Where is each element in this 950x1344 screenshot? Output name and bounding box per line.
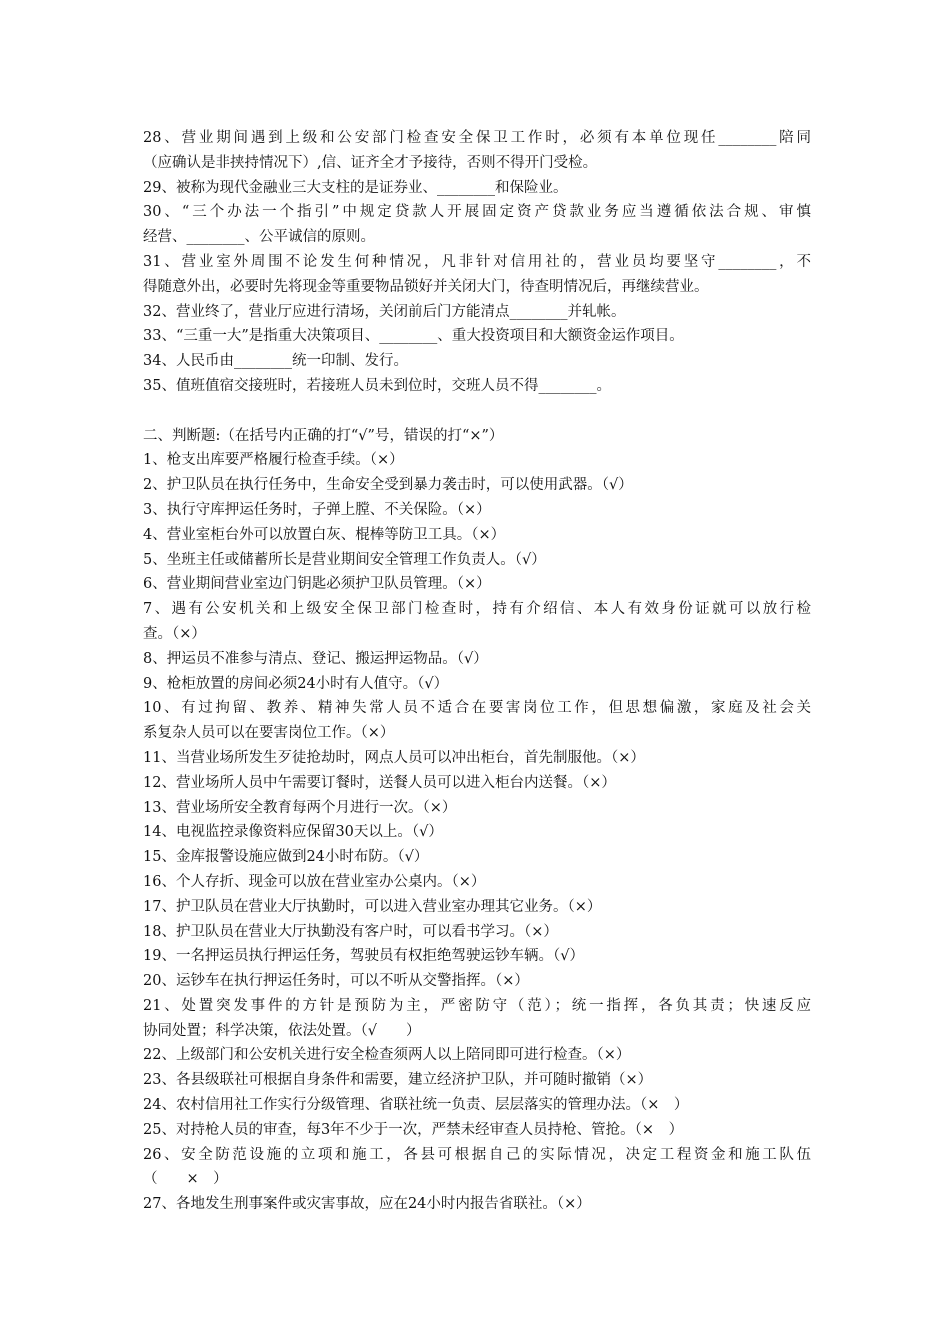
question-34 — [143, 349, 811, 374]
tf-question-4 — [143, 523, 811, 548]
question-line: 经营、________、公平诚信的原则。 — [143, 229, 375, 246]
question-28 — [143, 126, 811, 176]
question-line: 18、护卫队员在营业大厅执勤没有客户时，可以看书学习。（×） — [143, 923, 558, 940]
tf-question-2 — [143, 473, 811, 498]
question-line: 23、各县级联社可根据自身条件和需要，建立经济护卫队，并可随时撤销（×） — [143, 1072, 653, 1089]
tf-question-18 — [143, 920, 811, 945]
tf-question-26 — [143, 1143, 811, 1193]
question-line: 30、“三个办法一个指引”中规定贷款人开展固定资产贷款业务应当遵循依法合规、审慎 — [143, 204, 811, 221]
question-line: 13、营业场所安全教育每两个月进行一次。（×） — [143, 799, 457, 816]
tf-question-15 — [143, 845, 811, 870]
section-spacer — [143, 399, 811, 424]
question-31 — [143, 250, 811, 300]
question-line: 得随意外出，必要时先将现金等重要物品锁好并关闭大门，待查明情况后，再继续营业。 — [143, 278, 709, 295]
question-29 — [143, 176, 811, 201]
question-line: 31、营业室外周围不论发生何种情况，凡非针对信用社的，营业员均要坚守________，不 — [143, 253, 811, 270]
question-line: 22、上级部门和公安机关进行安全检查须两人以上陪同即可进行检查。（×） — [143, 1047, 631, 1064]
question-line: 8、押运员不准参与清点、登记、搬运押运物品。（√） — [143, 650, 488, 667]
tf-question-14 — [143, 820, 811, 845]
question-line: 24、农村信用社工作实行分级管理、省联社统一负责、层层落实的管理办法。（× ） — [143, 1097, 689, 1114]
tf-question-11 — [143, 746, 811, 771]
question-line: 27、各地发生刑事案件或灾害事故，应在24小时内报告省联社。（×） — [143, 1196, 591, 1213]
question-line: 9、枪柜放置的房间必须24小时有人值守。（√） — [143, 675, 449, 692]
question-line: 1、枪支出库要严格履行检查手续。（×） — [143, 452, 404, 469]
question-line: 21、处置突发事件的方针是预防为主，严密防守（范）；统一指挥，各负其责；快速反应 — [143, 997, 811, 1014]
question-line: 26、安全防范设施的立项和施工，各县可根据自己的实际情况，决定工程资金和施工队伍 — [143, 1146, 811, 1163]
tf-question-22 — [143, 1043, 811, 1068]
fill-in-section — [143, 126, 811, 399]
tf-question-1 — [143, 448, 811, 473]
question-line: 29、被称为现代金融业三大支柱的是证券业、________和保险业。 — [143, 179, 568, 196]
question-32 — [143, 300, 811, 325]
question-line: 25、对持枪人员的审查，每3年不少于一次，严禁未经审查人员持枪、管抢。（× ） — [143, 1121, 684, 1138]
question-line: 3、执行守库押运任务时，子弹上膛、不关保险。（×） — [143, 501, 491, 518]
question-30 — [143, 200, 811, 250]
tf-question-9 — [143, 672, 811, 697]
tf-question-13 — [143, 796, 811, 821]
question-line: 系复杂人员可以在要害岗位工作。（×） — [143, 725, 395, 742]
question-line: 6、营业期间营业室边门钥匙必须护卫队员管理。（×） — [143, 576, 491, 593]
tf-question-5 — [143, 548, 811, 573]
question-line: 15、金库报警设施应做到24小时布防。（√） — [143, 849, 429, 866]
tf-question-8 — [143, 647, 811, 672]
question-line: 11、当营业场所发生歹徒抢劫时，网点人员可以冲出柜台，首先制服他。（×） — [143, 749, 645, 766]
tf-question-7 — [143, 597, 811, 647]
question-line: 16、个人存折、现金可以放在营业室办公桌内。（×） — [143, 873, 486, 890]
tf-question-10 — [143, 696, 811, 746]
question-line: 4、营业室柜台外可以放置白灰、棍棒等防卫工具。（×） — [143, 526, 506, 543]
tf-question-23 — [143, 1068, 811, 1093]
question-line: 17、护卫队员在营业大厅执勤时，可以进入营业室办理其它业务。（×） — [143, 898, 602, 915]
question-line: 2、护卫队员在执行任务中，生命安全受到暴力袭击时，可以使用武器。（√） — [143, 477, 633, 494]
tf-question-19 — [143, 944, 811, 969]
question-line: （ × ） — [143, 1171, 228, 1188]
question-line: 35、值班值宿交接班时，若接班人员未到位时，交班人员不得________。 — [143, 377, 611, 394]
question-line: 14、电视监控录像资料应保留30天以上。（√） — [143, 824, 443, 841]
question-line: 33、“三重一大”是指重大决策项目、________、重大投资项目和大额资金运作项目。 — [143, 328, 684, 345]
tf-question-17 — [143, 895, 811, 920]
tf-question-16 — [143, 870, 811, 895]
question-line: 28、营业期间遇到上级和公安部门检查安全保卫工作时，必须有本单位现任________陪同 — [143, 130, 811, 146]
true-false-section — [143, 424, 811, 1218]
question-line: 32、营业终了，营业厅应进行清场，关闭前后门方能清点________并轧帐。 — [143, 303, 626, 320]
section-heading: 二、判断题:（在括号内正确的打“√”号，错误的打“×”） — [143, 427, 504, 444]
question-line: 协同处置；科学决策，依法处置。（√ ） — [143, 1022, 421, 1039]
question-line: （应确认是非挟持情况下）,信、证齐全才予接待，否则不得开门受检。 — [143, 154, 598, 171]
tf-question-24 — [143, 1093, 811, 1118]
question-line: 20、运钞车在执行押运任务时，可以不听从交警指挥。（×） — [143, 973, 529, 990]
tf-question-6 — [143, 572, 811, 597]
tf-question-21 — [143, 994, 811, 1044]
question-35 — [143, 374, 811, 399]
tf-question-27 — [143, 1192, 811, 1217]
question-line: 12、营业场所人员中午需要订餐时，送餐人员可以进入柜台内送餐。（×） — [143, 774, 616, 791]
question-line: 34、人民币由________统一印制、发行。 — [143, 353, 408, 370]
tf-question-12 — [143, 771, 811, 796]
tf-question-25 — [143, 1118, 811, 1143]
question-line: 7、遇有公安机关和上级安全保卫部门检查时，持有介绍信、本人有效身份证就可以放行检 — [143, 601, 811, 618]
tf-question-3 — [143, 498, 811, 523]
document-page — [143, 126, 811, 1217]
tf-question-20 — [143, 969, 811, 994]
question-line: 5、坐班主任或储蓄所长是营业期间安全管理工作负责人。（√） — [143, 551, 546, 568]
question-line: 10、有过拘留、教养、精神失常人员不适合在要害岗位工作，但思想偏激，家庭及社会关 — [143, 700, 811, 717]
question-line: 查。（×） — [143, 625, 206, 642]
question-33 — [143, 324, 811, 349]
question-line: 19、一名押运员执行押运任务，驾驶员有权拒绝驾驶运钞车辆。（√） — [143, 948, 584, 965]
